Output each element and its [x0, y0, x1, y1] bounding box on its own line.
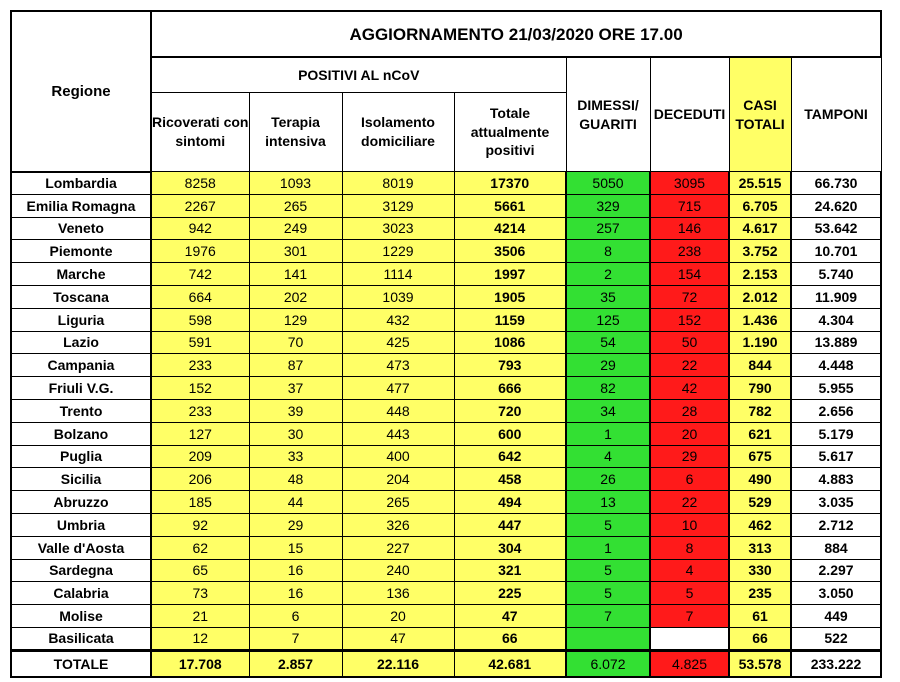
cell-totale-positivi: 17370	[454, 172, 566, 195]
cell-dimessi: 82	[566, 377, 650, 400]
cell-ricoverati: 2267	[151, 194, 249, 217]
cell-tamponi: 11.909	[791, 285, 881, 308]
total-dimessi: 6.072	[566, 650, 650, 677]
cell-terapia: 249	[249, 217, 342, 240]
cell-regione: Puglia	[11, 445, 151, 468]
cell-terapia: 15	[249, 536, 342, 559]
cell-terapia: 6	[249, 605, 342, 628]
header-ricoverati: Ricoverati con sintomi	[151, 93, 249, 172]
cell-ricoverati: 152	[151, 377, 249, 400]
cell-dimessi: 29	[566, 354, 650, 377]
cell-terapia: 30	[249, 422, 342, 445]
table-row	[11, 422, 881, 445]
cell-totale-positivi: 321	[454, 559, 566, 582]
cell-regione: Bolzano	[11, 422, 151, 445]
cell-casi-totali: 3.752	[729, 240, 791, 263]
cell-isolamento: 443	[342, 422, 454, 445]
cell-regione: Calabria	[11, 582, 151, 605]
cell-ricoverati: 591	[151, 331, 249, 354]
cell-casi-totali: 2.012	[729, 285, 791, 308]
total-label: TOTALE	[11, 650, 151, 677]
table-row	[11, 582, 881, 605]
total-isolamento: 22.116	[342, 650, 454, 677]
cell-tamponi: 449	[791, 605, 881, 628]
cell-ricoverati: 233	[151, 354, 249, 377]
cell-terapia: 129	[249, 308, 342, 331]
cell-dimessi: 329	[566, 194, 650, 217]
cell-regione: Trento	[11, 399, 151, 422]
cell-tamponi: 4.883	[791, 468, 881, 491]
cell-totale-positivi: 600	[454, 422, 566, 445]
cell-deceduti: 8	[650, 536, 729, 559]
cell-dimessi: 13	[566, 491, 650, 514]
cell-regione: Veneto	[11, 217, 151, 240]
table-row	[11, 445, 881, 468]
total-tamponi: 233.222	[791, 650, 881, 677]
cell-ricoverati: 209	[151, 445, 249, 468]
cell-ricoverati: 65	[151, 559, 249, 582]
cell-tamponi: 884	[791, 536, 881, 559]
table-row	[11, 536, 881, 559]
cell-deceduti: 238	[650, 240, 729, 263]
cell-casi-totali: 782	[729, 399, 791, 422]
cell-tamponi: 2.656	[791, 399, 881, 422]
cell-tamponi: 4.448	[791, 354, 881, 377]
cell-ricoverati: 12	[151, 627, 249, 650]
table-row	[11, 627, 881, 650]
cell-tamponi: 66.730	[791, 172, 881, 195]
cell-terapia: 16	[249, 559, 342, 582]
cell-casi-totali: 235	[729, 582, 791, 605]
cell-regione: Friuli V.G.	[11, 377, 151, 400]
cell-dimessi: 1	[566, 536, 650, 559]
cell-isolamento: 227	[342, 536, 454, 559]
header-totale-positivi: Totale attualmente positivi	[454, 93, 566, 172]
cell-regione: Valle d'Aosta	[11, 536, 151, 559]
cell-totale-positivi: 47	[454, 605, 566, 628]
cell-regione: Lazio	[11, 331, 151, 354]
report-title: AGGIORNAMENTO 21/03/2020 ORE 17.00	[151, 11, 881, 57]
cell-dimessi: 54	[566, 331, 650, 354]
table-row	[11, 377, 881, 400]
cell-tamponi: 13.889	[791, 331, 881, 354]
cell-terapia: 202	[249, 285, 342, 308]
cell-deceduti: 146	[650, 217, 729, 240]
cell-casi-totali: 1.436	[729, 308, 791, 331]
cell-ricoverati: 62	[151, 536, 249, 559]
cell-tamponi: 10.701	[791, 240, 881, 263]
cell-ricoverati: 598	[151, 308, 249, 331]
table-row	[11, 605, 881, 628]
cell-tamponi: 522	[791, 627, 881, 650]
total-deceduti: 4.825	[650, 650, 729, 677]
table-row	[11, 240, 881, 263]
table-row	[11, 399, 881, 422]
cell-tamponi: 5.955	[791, 377, 881, 400]
table-row	[11, 559, 881, 582]
table-row	[11, 331, 881, 354]
cell-dimessi: 5	[566, 559, 650, 582]
cell-terapia: 265	[249, 194, 342, 217]
cell-dimessi: 5	[566, 582, 650, 605]
cell-dimessi: 125	[566, 308, 650, 331]
cell-dimessi: 4	[566, 445, 650, 468]
cell-terapia: 33	[249, 445, 342, 468]
cell-dimessi: 5	[566, 513, 650, 536]
cell-casi-totali: 61	[729, 605, 791, 628]
header-deceduti: DECEDUTI	[650, 57, 729, 172]
cell-ricoverati: 73	[151, 582, 249, 605]
cell-casi-totali: 462	[729, 513, 791, 536]
cell-isolamento: 326	[342, 513, 454, 536]
cell-regione: Umbria	[11, 513, 151, 536]
cell-deceduti: 28	[650, 399, 729, 422]
cell-totale-positivi: 1086	[454, 331, 566, 354]
cell-deceduti: 3095	[650, 172, 729, 195]
cell-deceduti: 5	[650, 582, 729, 605]
cell-tamponi: 5.617	[791, 445, 881, 468]
cell-isolamento: 1039	[342, 285, 454, 308]
cell-dimessi: 35	[566, 285, 650, 308]
cell-isolamento: 265	[342, 491, 454, 514]
cell-totale-positivi: 494	[454, 491, 566, 514]
cell-totale-positivi: 304	[454, 536, 566, 559]
cell-terapia: 87	[249, 354, 342, 377]
cell-casi-totali: 66	[729, 627, 791, 650]
cell-regione: Emilia Romagna	[11, 194, 151, 217]
cell-casi-totali: 675	[729, 445, 791, 468]
cell-regione: Piemonte	[11, 240, 151, 263]
cell-regione: Sardegna	[11, 559, 151, 582]
table-row	[11, 217, 881, 240]
cell-isolamento: 400	[342, 445, 454, 468]
cell-regione: Molise	[11, 605, 151, 628]
cell-ricoverati: 8258	[151, 172, 249, 195]
cell-totale-positivi: 447	[454, 513, 566, 536]
cell-isolamento: 240	[342, 559, 454, 582]
cell-totale-positivi: 225	[454, 582, 566, 605]
cell-terapia: 29	[249, 513, 342, 536]
cell-casi-totali: 313	[729, 536, 791, 559]
cell-ricoverati: 185	[151, 491, 249, 514]
cell-totale-positivi: 1905	[454, 285, 566, 308]
header-casi-totali: CASI TOTALI	[729, 57, 791, 172]
cell-regione: Campania	[11, 354, 151, 377]
table-row	[11, 194, 881, 217]
cell-isolamento: 47	[342, 627, 454, 650]
cell-casi-totali: 844	[729, 354, 791, 377]
cell-isolamento: 448	[342, 399, 454, 422]
cell-totale-positivi: 793	[454, 354, 566, 377]
cell-dimessi: 2	[566, 263, 650, 286]
cell-terapia: 7	[249, 627, 342, 650]
cell-terapia: 16	[249, 582, 342, 605]
cell-deceduti: 152	[650, 308, 729, 331]
header-isolamento: Isolamento domiciliare	[342, 93, 454, 172]
cell-ricoverati: 233	[151, 399, 249, 422]
cell-totale-positivi: 666	[454, 377, 566, 400]
cell-deceduti: 4	[650, 559, 729, 582]
cell-tamponi: 3.035	[791, 491, 881, 514]
cell-casi-totali: 1.190	[729, 331, 791, 354]
cell-isolamento: 1114	[342, 263, 454, 286]
cell-totale-positivi: 642	[454, 445, 566, 468]
cell-deceduti: 72	[650, 285, 729, 308]
cell-totale-positivi: 66	[454, 627, 566, 650]
cell-totale-positivi: 1159	[454, 308, 566, 331]
cell-deceduti: 6	[650, 468, 729, 491]
cell-regione: Liguria	[11, 308, 151, 331]
cell-isolamento: 477	[342, 377, 454, 400]
table-row	[11, 308, 881, 331]
cell-regione: Toscana	[11, 285, 151, 308]
cell-deceduti: 715	[650, 194, 729, 217]
cell-tamponi: 24.620	[791, 194, 881, 217]
cell-dimessi: 8	[566, 240, 650, 263]
cell-isolamento: 1229	[342, 240, 454, 263]
total-totale-positivi: 42.681	[454, 650, 566, 677]
cell-regione: Lombardia	[11, 172, 151, 195]
cell-dimessi: 257	[566, 217, 650, 240]
header-positivi-group: POSITIVI AL nCoV	[151, 57, 566, 93]
cell-totale-positivi: 720	[454, 399, 566, 422]
table-body	[11, 172, 881, 651]
cell-dimessi: 5050	[566, 172, 650, 195]
cell-ricoverati: 206	[151, 468, 249, 491]
cell-tamponi: 5.179	[791, 422, 881, 445]
table-row	[11, 468, 881, 491]
cell-dimessi: 26	[566, 468, 650, 491]
cell-regione: Abruzzo	[11, 491, 151, 514]
cell-regione: Basilicata	[11, 627, 151, 650]
cell-deceduti: 29	[650, 445, 729, 468]
cell-dimessi: 34	[566, 399, 650, 422]
cell-casi-totali: 790	[729, 377, 791, 400]
total-row	[11, 650, 881, 677]
cell-ricoverati: 1976	[151, 240, 249, 263]
cell-casi-totali: 6.705	[729, 194, 791, 217]
cell-totale-positivi: 1997	[454, 263, 566, 286]
cell-deceduti: 10	[650, 513, 729, 536]
cell-ricoverati: 92	[151, 513, 249, 536]
cell-deceduti: 22	[650, 491, 729, 514]
cell-deceduti: 7	[650, 605, 729, 628]
cell-isolamento: 432	[342, 308, 454, 331]
cell-terapia: 48	[249, 468, 342, 491]
cell-dimessi: 7	[566, 605, 650, 628]
cell-deceduti: 42	[650, 377, 729, 400]
cell-totale-positivi: 3506	[454, 240, 566, 263]
table-row	[11, 263, 881, 286]
cell-terapia: 44	[249, 491, 342, 514]
cell-regione: Marche	[11, 263, 151, 286]
cell-casi-totali: 621	[729, 422, 791, 445]
cell-tamponi: 2.712	[791, 513, 881, 536]
header-regione: Regione	[11, 11, 151, 172]
table-row	[11, 513, 881, 536]
cell-deceduti: 20	[650, 422, 729, 445]
cell-totale-positivi: 458	[454, 468, 566, 491]
cell-casi-totali: 4.617	[729, 217, 791, 240]
cell-tamponi: 53.642	[791, 217, 881, 240]
cell-casi-totali: 490	[729, 468, 791, 491]
cell-tamponi: 2.297	[791, 559, 881, 582]
cell-deceduti: 50	[650, 331, 729, 354]
table-row	[11, 172, 881, 195]
cell-terapia: 39	[249, 399, 342, 422]
cell-ricoverati: 127	[151, 422, 249, 445]
covid-report-table	[10, 10, 882, 678]
cell-terapia: 70	[249, 331, 342, 354]
cell-isolamento: 425	[342, 331, 454, 354]
cell-isolamento: 8019	[342, 172, 454, 195]
total-casi: 53.578	[729, 650, 791, 677]
total-ricoverati: 17.708	[151, 650, 249, 677]
cell-ricoverati: 942	[151, 217, 249, 240]
cell-deceduti: 154	[650, 263, 729, 286]
cell-dimessi	[566, 627, 650, 650]
header-terapia: Terapia intensiva	[249, 93, 342, 172]
cell-casi-totali: 529	[729, 491, 791, 514]
cell-isolamento: 3129	[342, 194, 454, 217]
cell-tamponi: 5.740	[791, 263, 881, 286]
cell-isolamento: 20	[342, 605, 454, 628]
cell-terapia: 141	[249, 263, 342, 286]
cell-isolamento: 473	[342, 354, 454, 377]
cell-isolamento: 136	[342, 582, 454, 605]
cell-isolamento: 204	[342, 468, 454, 491]
header-dimessi: DIMESSI/ GUARITI	[566, 57, 650, 172]
cell-casi-totali: 2.153	[729, 263, 791, 286]
cell-totale-positivi: 4214	[454, 217, 566, 240]
cell-terapia: 37	[249, 377, 342, 400]
cell-deceduti	[650, 627, 729, 650]
cell-isolamento: 3023	[342, 217, 454, 240]
cell-terapia: 301	[249, 240, 342, 263]
table-row	[11, 354, 881, 377]
cell-deceduti: 22	[650, 354, 729, 377]
table-row	[11, 491, 881, 514]
cell-ricoverati: 21	[151, 605, 249, 628]
cell-ricoverati: 742	[151, 263, 249, 286]
cell-casi-totali: 330	[729, 559, 791, 582]
cell-tamponi: 3.050	[791, 582, 881, 605]
table-row	[11, 285, 881, 308]
cell-regione: Sicilia	[11, 468, 151, 491]
cell-terapia: 1093	[249, 172, 342, 195]
total-terapia: 2.857	[249, 650, 342, 677]
header-tamponi: TAMPONI	[791, 57, 881, 172]
cell-casi-totali: 25.515	[729, 172, 791, 195]
cell-ricoverati: 664	[151, 285, 249, 308]
cell-dimessi: 1	[566, 422, 650, 445]
covid-report-table-container	[10, 10, 880, 672]
cell-tamponi: 4.304	[791, 308, 881, 331]
cell-totale-positivi: 5661	[454, 194, 566, 217]
